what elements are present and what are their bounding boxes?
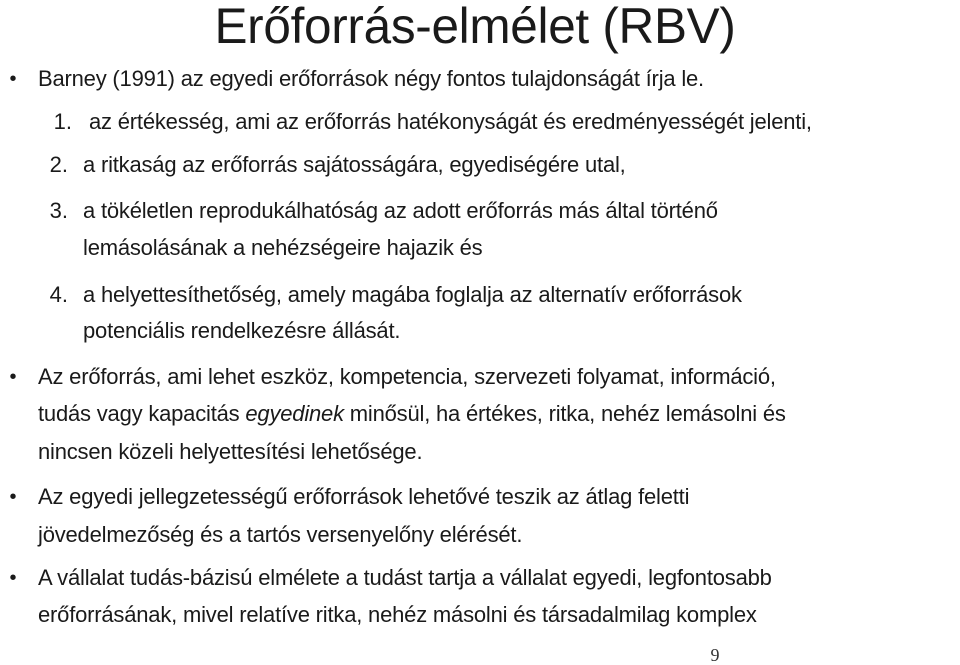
item-text-line-1: a helyettesíthetőség, amely magába foglalja az alternatív erőforrások xyxy=(83,282,742,307)
bullet-text-line-2: jövedelmezőség és a tartós versenyelőny elérését. xyxy=(38,522,523,547)
item-text-line-2: potenciális rendelkezésre állását. xyxy=(83,318,401,343)
item-text: az értékesség, ami az erőforrás hatékonyságát és eredményességét jelenti, xyxy=(89,109,812,134)
bullet-dot-icon: • xyxy=(9,366,17,388)
page-number: 9 xyxy=(710,645,720,665)
bullet-text-line-3: nincsen közeli helyettesítési lehetősége. xyxy=(38,439,423,464)
emphasis-text: egyedinek xyxy=(245,401,344,426)
bullet-text: Barney (1991) az egyedi erőforrások négy fontos tulajdonságát írja le. xyxy=(38,66,704,91)
item-number: 1. xyxy=(53,109,72,134)
item-text-line-1: a tökéletlen reprodukálhatóság az adott erőforrás más által történő xyxy=(83,198,718,223)
bullet-text-line-1: A vállalat tudás-bázisú elmélete a tudást tartja a vállalat egyedi, legfontosabb xyxy=(38,565,772,590)
bullet-dot-icon: • xyxy=(9,567,17,589)
bullet-text-line-2: erőforrásának, mivel relatíve ritka, nehéz másolni és társadalmilag komplex xyxy=(38,602,757,627)
item-text-line-2: lemásolásának a nehézségeire hajazik és xyxy=(83,235,483,260)
bullet-text-line-1: Az erőforrás, ami lehet eszköz, kompetencia, szervezeti folyamat, információ, xyxy=(38,364,776,389)
bullet-dot-icon: • xyxy=(9,486,17,508)
item-number: 2. xyxy=(49,152,68,177)
slide-title: Erőforrás-elmélet (RBV) xyxy=(214,0,736,54)
item-number: 3. xyxy=(49,198,68,223)
bullet-text-line-2 xyxy=(38,399,786,429)
item-number: 4. xyxy=(49,282,68,307)
bullet-dot-icon: • xyxy=(9,68,17,90)
item-text: a ritkaság az erőforrás sajátosságára, egyediségére utal, xyxy=(83,152,626,177)
text-segment: minősül, ha értékes, ritka, nehéz lemásolni és xyxy=(343,401,786,426)
bullet-text-line-1: Az egyedi jellegzetességű erőforrások lehetővé teszik az átlag feletti xyxy=(38,484,690,509)
text-segment: tudás vagy kapacitás xyxy=(38,401,246,426)
